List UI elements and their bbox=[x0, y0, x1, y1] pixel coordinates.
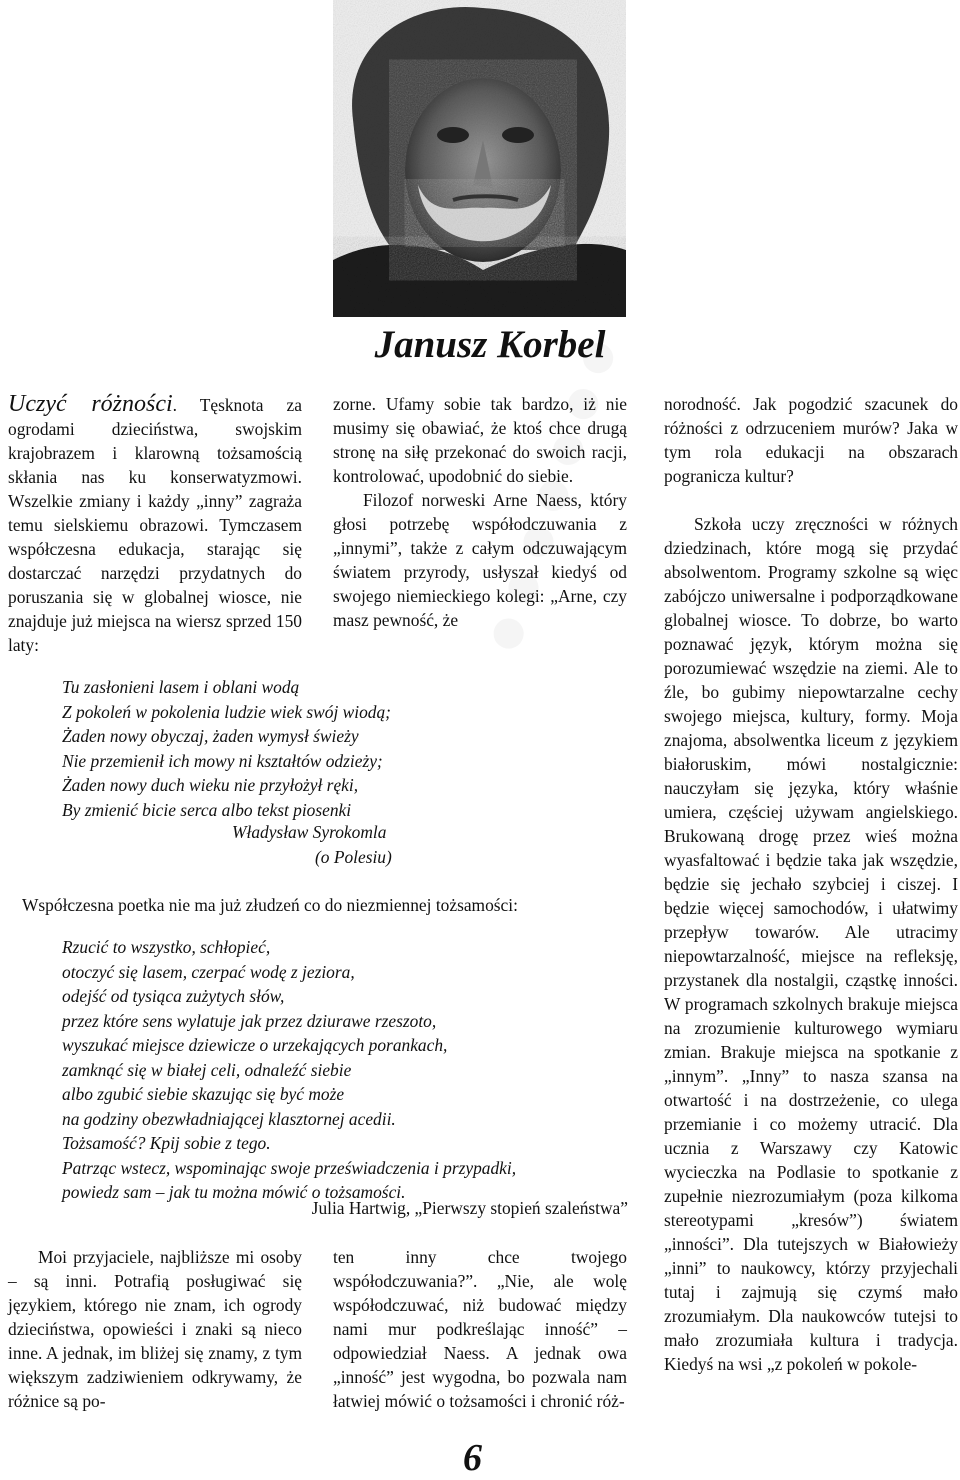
poem-line: By zmienić bicie serca albo tekst piosenki bbox=[62, 799, 352, 820]
poem-line: Patrząc wstecz, wspominając swoje przeświadczenia i przypadki, bbox=[62, 1157, 517, 1178]
poem-2-attribution: Julia Hartwig, „Pierwszy stopień szaleństwa” bbox=[311, 1198, 628, 1218]
page-number: 6 bbox=[463, 1437, 482, 1479]
column-3-paragraph-1: norodność. Jak pogodzić szacunek do różności z odrzuceniem murów? Jaka w tym rola edukacji na obszarach pogranicza kultur? bbox=[664, 394, 958, 486]
intro-paragraph bbox=[8, 392, 302, 657]
poem-line: powiedz sam – jak tu można mówić o tożsamości. bbox=[62, 1182, 406, 1202]
poem-line: albo zgubić siebie skazując się być może bbox=[62, 1084, 345, 1104]
poem-line: otoczyć się lasem, czerpać wodę z jeziora, bbox=[62, 961, 355, 982]
poem-1-author: Władysław Syrokomla bbox=[232, 822, 387, 842]
author-photo bbox=[333, 0, 626, 317]
column-2-paragraph-2: Filozof norweski Arne Naess, który głosi potrzebę współodczuwania z „innymi”, także z całym odczuwającym światem przyrody, usłyszał kiedyś od swojego niemieckiego kolegi: „Arne, czy masz pewność, że bbox=[333, 490, 627, 630]
poem-line: wyszukać miejsce dziewicze o urzekających porankach, bbox=[62, 1035, 448, 1055]
article-headline: Uczyć różności bbox=[8, 391, 173, 417]
intro-text: . Tęsknota za ogrodami dzieciństwa, swojskim krajobrazem i klarowną tożsamością skłania nas ku konserwatyzmowi. Wszelkie zmiany i każdy „inny” zagraża temu sielskiemu obrazowi. Tymczasem współczesna edukacja, starając się dostarczać narzędzi przydatnych do poruszania się w globalnej wiosce, nie znajduje już miejsca na wiersz sprzed 150 laty: bbox=[8, 395, 302, 655]
poem-line: przez które sens wylatuje jak przez dziurawe rzeszoto, bbox=[62, 1010, 437, 1031]
lead-sentence: Współczesna poetka nie ma już złudzeń co do niezmiennej tożsamości: bbox=[22, 895, 518, 915]
poem-syrokomla bbox=[62, 675, 482, 822]
poem-line: Tożsamość? Kpij sobie z tego. bbox=[62, 1133, 271, 1153]
bottom-column-1 bbox=[8, 1245, 302, 1413]
poem-line: Rzucić to wszystko, schłopieć, bbox=[62, 937, 271, 957]
poem-line: Nie przemienił ich mowy ni kształtów odzieży; bbox=[62, 750, 383, 771]
column-3 bbox=[664, 392, 958, 1376]
poem-line: Tu zasłonieni lasem i oblani wodą bbox=[62, 677, 300, 697]
poem-line: odejść od tysiąca zużytych słów, bbox=[62, 986, 285, 1006]
poem-line: na godziny obezwładniającej klasztornej acedii. bbox=[62, 1108, 396, 1129]
poem-line: zamknąć się w białej celi, odnaleźć siebie bbox=[62, 1059, 352, 1080]
poem-line: Żaden nowy duch wieku nie przyłożył ręki, bbox=[62, 775, 359, 795]
column-3-paragraph-2: Szkoła uczy zręczności w różnych dziedzinach, które mogą się przydać absolwentom. Programy szkolne są więc zabójczo uniwersalne i podporządkowane globalnej wiosce. To dobrze, bo warto poznawać język, którym można się porozumiewać wszędzie na ziemi. Ale to źle, bo gubimy niepowtarzalne cechy swojego miejsca, kultury, formy. Moja znajoma, absolwentka liceum z językiem białoruskim, mówi nostalgicznie: nauczyłam się języka, który właśnie umiera, częściej używam angielskiego. Brukowaną drogę przez wieś można wyasfaltować i będzie taka jak wszędzie, będzie się jechało szybciej i ciszej. I będzie więcej samochodów, i ułatwimy przepływ towarów. Ale utracimy niepowtarzalność, miejsce na refleksję, przystanek dla nostalgii, cząstkę inności. W programach szkolnych brakuje miejsca na zrozumienie kulturowego wymiaru zmian. Brakuje miejsca na spotkanie z „innym”. „Inny” to nasza szansa na otwartość i na dostrzeżenie, co ulega przemianie i co możemy utracić. Dla ucznia z Warszawy czy Katowic wycieczka na Podlasie to spotkanie z zupełnie niezrozumiałym (poza kilkoma stereotypami „kresów”) światem „inności”. Dla tutejszych w Białowieży „inni” to naukowcy, którzy przyjechali tutaj i zajmują się czymś mało zrozumiałym. Dla naukowców tutejsi to mało zrozumiała kultura i tradycja. Kiedyś na wsi „z pokoleń w pokole- bbox=[664, 514, 958, 1374]
bottom-column-2-text: ten inny chce twojego współodczuwania?”. „Nie, ale wolę współodczuwać, niż budować między nami mur podkreślając inność” – odpowiedział Naess. A jednak owa „inność” jest wygodna, bo pozwala nam łatwiej mówić o tożsamości i chronić róż- bbox=[333, 1247, 627, 1411]
author-portrait-image bbox=[333, 0, 626, 317]
poem-1-source: (o Polesiu) bbox=[315, 847, 392, 867]
bottom-column-1-text: Moi przyjaciele, najbliższe mi osoby – są inni. Potrafią posługiwać się językiem, którego nie znam, ich ogrody dzieciństwa, opowieści i znaki są nieco inne. A jednak, im bliżej się znamy, z tym większym zadziwieniem odkrywamy, że różnice są po- bbox=[8, 1247, 302, 1411]
author-name: Janusz Korbel bbox=[374, 323, 606, 366]
bottom-column-2 bbox=[333, 1245, 627, 1413]
poem-line: Z pokoleń w pokolenia ludzie wiek swój wiodą; bbox=[62, 701, 391, 722]
column-2-paragraph-1: zorne. Ufamy sobie tak bardzo, iż nie musimy się obawiać, że ktoś chce drugą stronę na siłę przekonać do swoich racji, kontrolować, upodobnić do siebie. bbox=[333, 394, 627, 486]
poem-hartwig bbox=[62, 935, 622, 1205]
poem-line: Żaden nowy obyczaj, żaden wymysł świeży bbox=[62, 726, 359, 746]
column-1 bbox=[8, 392, 302, 657]
